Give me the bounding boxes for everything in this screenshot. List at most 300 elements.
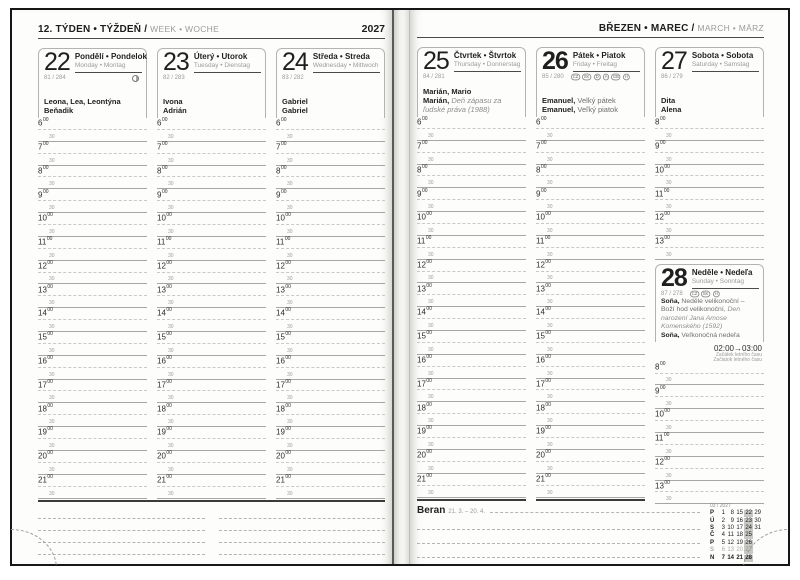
- hour-line: [276, 142, 385, 154]
- hour-superscript: 00: [659, 140, 666, 147]
- day-number: 25: [423, 47, 449, 75]
- name-day-line: [661, 105, 759, 114]
- week-title: 12. TÝDEN • TÝŽDEŇ /: [38, 24, 151, 35]
- half-hour-line: [157, 391, 266, 403]
- name-day-text: Beňadik: [44, 105, 74, 115]
- hour-line: [38, 237, 147, 249]
- half-hour-label: 30: [428, 204, 434, 211]
- hour-superscript: 00: [664, 456, 670, 463]
- mini-calendar-date: 14: [727, 554, 734, 561]
- half-hour-label: 30: [428, 418, 434, 425]
- half-hour-line: [655, 153, 764, 165]
- mini-calendar-date: 23: [745, 517, 752, 524]
- hour-superscript: 00: [426, 282, 432, 289]
- mini-calendar-date: 12: [727, 539, 734, 546]
- half-hour-line: [536, 343, 645, 355]
- half-hour-line: [655, 421, 764, 433]
- half-hour-line: [417, 295, 526, 307]
- day-name-translation: Friday • Freitag: [572, 61, 617, 68]
- hour-label: $14^{00}$: [536, 306, 551, 318]
- half-hour-label: 30: [666, 180, 672, 187]
- hour-schedule: [655, 117, 764, 260]
- hour-label: $10^{00}$: [655, 163, 670, 175]
- hour-line: [276, 166, 385, 178]
- country-badge: CZ: [572, 74, 579, 80]
- hour-superscript: 00: [545, 330, 551, 337]
- hour-superscript: 00: [421, 116, 428, 123]
- hour-label: $15^{00}$: [157, 331, 172, 342]
- half-hour-line: [536, 319, 645, 331]
- hour-superscript: 00: [540, 163, 547, 170]
- half-hour-line: [536, 462, 645, 474]
- half-hour-line: [417, 462, 526, 474]
- hour-line: [157, 284, 266, 296]
- hour-line: [276, 118, 385, 130]
- hour-superscript: 00: [47, 212, 53, 219]
- hour-label: $12^{00}$: [655, 211, 670, 223]
- hour-line: [536, 402, 645, 414]
- hour-line: [157, 261, 266, 273]
- half-hour-line: [655, 397, 764, 409]
- name-day-lines: [163, 97, 261, 116]
- half-hour-line: [417, 176, 526, 188]
- hour-superscript: 00: [421, 187, 428, 194]
- hour-superscript: 00: [166, 259, 172, 266]
- half-hour-line: [276, 439, 385, 451]
- half-hour-label: 30: [666, 156, 672, 163]
- hour-superscript: 00: [664, 163, 670, 170]
- planner-spread: [10, 8, 790, 566]
- hour-label: $21^{00}$: [536, 472, 551, 484]
- hour-line: [157, 451, 266, 463]
- holiday-country-badges: [571, 73, 631, 81]
- hour-label: $17^{00}$: [157, 378, 172, 390]
- hour-line: [536, 379, 645, 391]
- half-hour-line: [157, 487, 266, 499]
- half-hour-line: [38, 368, 147, 380]
- left-day-columns: [38, 48, 385, 499]
- right-day-columns: [417, 47, 764, 504]
- name-day-line: [423, 96, 521, 114]
- hour-label: $20^{00}$: [157, 450, 172, 461]
- mini-calendar-date: 30: [754, 517, 761, 524]
- half-hour-label: 30: [168, 490, 174, 497]
- hour-line: [38, 284, 147, 296]
- day-number: 28: [661, 263, 687, 292]
- hour-superscript: 00: [285, 331, 291, 338]
- hour-label: $21^{00}$: [157, 473, 172, 485]
- daylight-saving-note: [655, 342, 764, 362]
- mini-calendar-day-letter: Ú: [710, 517, 715, 524]
- hour-superscript: 00: [285, 283, 291, 290]
- hour-line: [276, 332, 385, 344]
- name-day-text: Deň zápasu za ľudské práva (1988): [423, 95, 502, 114]
- half-hour-line: [536, 224, 645, 236]
- half-hour-line: [417, 224, 526, 236]
- name-day-text: Soňa,: [661, 331, 680, 339]
- hour-line: [536, 212, 645, 224]
- hour-label: $13^{00}$: [655, 479, 670, 491]
- mini-calendar-date: 18: [736, 532, 743, 539]
- note-line: [219, 507, 386, 519]
- hour-line: [417, 474, 526, 486]
- day-of-year: 86 / 279: [661, 74, 683, 80]
- hour-label: $6^{00}$: [417, 116, 428, 127]
- half-hour-line: [157, 415, 266, 427]
- day-titles: [692, 268, 759, 289]
- half-hour-line: [276, 391, 385, 403]
- half-hour-line: [276, 344, 385, 356]
- hour-superscript: 00: [426, 377, 432, 384]
- half-hour-label: 30: [168, 157, 174, 164]
- mini-calendar-header: 03 / 2027: [710, 503, 731, 509]
- half-hour-label: 30: [287, 228, 293, 235]
- half-hour-line: [655, 469, 764, 481]
- half-hour-line: [655, 248, 764, 260]
- half-hour-line: [38, 415, 147, 427]
- hour-line: [417, 165, 526, 177]
- half-hour-label: 30: [547, 204, 553, 211]
- name-day-line: [163, 97, 261, 106]
- mini-calendar-date: 6: [721, 547, 725, 554]
- half-hour-label: 30: [428, 441, 434, 448]
- hour-label: $8^{00}$: [655, 116, 666, 127]
- name-day-text: Emanuel,: [542, 104, 576, 114]
- half-hour-label: 30: [287, 419, 293, 426]
- half-hour-line: [157, 344, 266, 356]
- hour-label: $18^{00}$: [417, 401, 432, 413]
- hour-label: $8^{00}$: [157, 164, 168, 176]
- hour-label: $13^{00}$: [655, 235, 670, 246]
- hour-line: [655, 457, 764, 469]
- half-hour-line: [38, 249, 147, 261]
- half-hour-line: [655, 445, 764, 457]
- half-hour-line: [38, 320, 147, 332]
- mini-calendar-date: 15: [736, 510, 743, 517]
- hour-line: [157, 356, 266, 368]
- day-name-translation: Tuesday • Dienstag: [193, 62, 251, 69]
- day-column-24: [276, 48, 385, 499]
- name-day-text: Adrián: [163, 105, 187, 115]
- hour-label: $11^{00}$: [655, 187, 670, 199]
- hour-line: [655, 385, 764, 397]
- half-hour-label: 30: [168, 395, 174, 402]
- name-day-text: Dita: [661, 95, 676, 105]
- hour-label: $19^{00}$: [157, 426, 172, 438]
- half-hour-line: [655, 224, 764, 236]
- hour-line: [655, 409, 764, 421]
- page-curl-icon: [741, 529, 789, 565]
- hour-line: [157, 142, 266, 154]
- half-hour-line: [276, 249, 385, 261]
- hour-schedule: [276, 118, 385, 499]
- half-hour-label: 30: [666, 251, 672, 258]
- hour-label: $10^{00}$: [417, 211, 432, 223]
- half-hour-line: [276, 296, 385, 308]
- half-hour-label: 30: [287, 442, 293, 449]
- hour-label: $18^{00}$: [157, 402, 172, 414]
- name-day-text: Alena: [661, 104, 682, 114]
- holiday-country-badges: [690, 290, 721, 298]
- half-hour-line: [417, 414, 526, 426]
- half-hour-label: 30: [428, 370, 434, 377]
- day-titles: [194, 52, 261, 73]
- half-hour-line: [38, 201, 147, 213]
- half-hour-label: 30: [49, 276, 55, 283]
- hour-label: $20^{00}$: [38, 450, 53, 461]
- hour-label: $21^{00}$: [38, 473, 53, 485]
- hour-line: [536, 450, 645, 462]
- hour-superscript: 00: [545, 211, 551, 218]
- day-titles: [692, 51, 759, 72]
- hour-label: $19^{00}$: [276, 426, 291, 438]
- day-number: 24: [282, 48, 308, 76]
- hour-superscript: 00: [161, 188, 168, 195]
- mini-calendar-day-letter: N: [710, 554, 715, 561]
- day-header-box-23: [157, 48, 266, 118]
- hour-line: [38, 380, 147, 392]
- half-hour-line: [157, 154, 266, 166]
- hour-label: $16^{00}$: [38, 355, 53, 366]
- day-meta-row: [542, 73, 640, 81]
- note-line: [417, 530, 700, 544]
- half-hour-line: [417, 248, 526, 260]
- half-hour-line: [157, 225, 266, 237]
- name-day-text: Ivona: [163, 96, 183, 106]
- name-day-line: [542, 96, 640, 105]
- half-hour-label: 30: [287, 205, 293, 212]
- hour-label: $21^{00}$: [417, 472, 432, 484]
- half-hour-label: 30: [547, 227, 553, 234]
- name-day-lines: [661, 96, 759, 115]
- day-head: [282, 48, 380, 76]
- half-hour-label: 30: [666, 227, 672, 234]
- hour-line: [276, 380, 385, 392]
- half-hour-line: [38, 130, 147, 142]
- hour-label: $10^{00}$: [536, 211, 551, 223]
- name-day-lines: [661, 298, 759, 341]
- hour-superscript: 00: [47, 307, 53, 314]
- mini-calendar-day-letter: Č: [710, 532, 715, 539]
- name-day-lines: [423, 87, 521, 115]
- half-hour-line: [38, 225, 147, 237]
- name-day-text: Velký pátek: [575, 95, 616, 105]
- half-hour-label: 30: [49, 157, 55, 164]
- note-line: [38, 543, 205, 555]
- hour-superscript: 00: [285, 450, 291, 457]
- hour-superscript: 00: [426, 330, 432, 337]
- day-name-label: Čtvrtek • Štvrtok: [453, 51, 517, 60]
- hour-line: [655, 141, 764, 153]
- half-hour-line: [38, 177, 147, 189]
- hour-superscript: 00: [659, 384, 666, 391]
- day-of-year: 87 / 278: [661, 290, 683, 297]
- hour-line: [536, 165, 645, 177]
- hour-label: $12^{00}$: [157, 259, 172, 271]
- binding-gutter: [392, 10, 410, 564]
- half-hour-line: [536, 295, 645, 307]
- half-hour-label: 30: [49, 371, 55, 378]
- hour-label: $19^{00}$: [536, 425, 551, 437]
- name-day-line: [661, 332, 759, 340]
- hour-superscript: 00: [166, 212, 172, 219]
- hour-label: $18^{00}$: [38, 402, 53, 414]
- day-name-label: Středa • Streda: [312, 52, 370, 61]
- day-header-box-25: [417, 47, 526, 117]
- half-hour-line: [655, 200, 764, 212]
- hour-label: $15^{00}$: [38, 331, 53, 342]
- hour-superscript: 00: [545, 472, 551, 479]
- half-hour-label: 30: [168, 419, 174, 426]
- hour-label: $20^{00}$: [417, 449, 432, 460]
- half-hour-line: [276, 130, 385, 142]
- hour-line: [38, 427, 147, 439]
- hour-label: $10^{00}$: [157, 212, 172, 224]
- country-badge: H: [714, 291, 718, 297]
- half-hour-line: [417, 438, 526, 450]
- half-hour-label: 30: [666, 401, 672, 408]
- hour-line: [38, 475, 147, 487]
- hour-superscript: 00: [47, 331, 53, 338]
- day-name-label: Neděle • Nedeľa: [691, 267, 753, 277]
- half-hour-label: 30: [49, 133, 55, 140]
- hour-label: $20^{00}$: [276, 450, 291, 461]
- mini-calendar-date: 10: [727, 524, 734, 531]
- hour-label: $7^{00}$: [536, 140, 547, 151]
- half-hour-label: 30: [547, 489, 553, 496]
- hour-superscript: 00: [285, 307, 291, 314]
- hour-line: [157, 237, 266, 249]
- half-hour-line: [38, 344, 147, 356]
- day-head: [423, 47, 521, 75]
- hour-label: $17^{00}$: [38, 378, 53, 390]
- half-hour-line: [38, 296, 147, 308]
- hour-label: $12^{00}$: [276, 259, 291, 271]
- hour-label: $7^{00}$: [276, 141, 287, 152]
- hour-label: $16^{00}$: [276, 355, 291, 366]
- hour-line: [157, 118, 266, 130]
- country-badge: A: [604, 74, 608, 80]
- hour-superscript: 00: [280, 188, 287, 195]
- half-hour-label: 30: [168, 181, 174, 188]
- mini-calendar-day-letter: S: [710, 547, 715, 554]
- half-hour-label: 30: [547, 346, 553, 353]
- zodiac-row: [417, 505, 700, 516]
- hour-line: [157, 427, 266, 439]
- half-hour-label: 30: [49, 490, 55, 497]
- day-column-23: [157, 48, 266, 499]
- day-column-25: [417, 47, 526, 504]
- name-day-lines: [282, 97, 380, 116]
- country-badge: CZ: [691, 291, 698, 297]
- zodiac-notes-area: [417, 501, 700, 559]
- half-hour-label: 30: [287, 490, 293, 497]
- hour-superscript: 00: [280, 141, 287, 148]
- name-day-line: [163, 106, 261, 115]
- half-hour-label: 30: [428, 465, 434, 472]
- half-hour-label: 30: [547, 441, 553, 448]
- day-column-22: [38, 48, 147, 499]
- notes-column: [219, 507, 386, 555]
- mini-calendar-row: [710, 510, 764, 517]
- day-meta-row: [44, 74, 142, 82]
- month-header: [417, 23, 764, 38]
- hour-superscript: 00: [46, 236, 53, 243]
- hour-line: [276, 403, 385, 415]
- half-hour-label: 30: [428, 489, 434, 496]
- hour-label: $13^{00}$: [276, 283, 291, 295]
- mini-calendar-day-letter: P: [710, 510, 715, 517]
- time-change-hours: 02:00→03:00: [713, 343, 762, 353]
- week-header: [38, 23, 385, 39]
- moon-phase-icon: [132, 75, 139, 82]
- hour-line: [536, 141, 645, 153]
- hour-line: [417, 355, 526, 367]
- half-hour-line: [276, 177, 385, 189]
- hour-line: [655, 165, 764, 177]
- day-head: [661, 47, 759, 75]
- hour-superscript: 00: [166, 331, 172, 338]
- hour-superscript: 00: [426, 401, 432, 408]
- hour-label: $8^{00}$: [417, 163, 428, 175]
- name-day-text: Gabriel: [282, 96, 308, 106]
- hour-line: [276, 356, 385, 368]
- half-hour-line: [38, 273, 147, 285]
- hour-line: [417, 260, 526, 272]
- hour-label: $13^{00}$: [157, 283, 172, 295]
- half-hour-line: [276, 487, 385, 499]
- mini-calendar-date: 27: [745, 547, 752, 554]
- day-titles: [573, 51, 640, 72]
- hour-superscript: 00: [165, 236, 172, 243]
- hour-label: $16^{00}$: [536, 354, 551, 365]
- hour-label: $20^{00}$: [536, 449, 551, 460]
- hour-label: $8^{00}$: [276, 164, 287, 176]
- half-hour-line: [417, 319, 526, 331]
- half-hour-label: 30: [287, 324, 293, 331]
- day-of-year: 85 / 280: [542, 74, 564, 80]
- half-hour-line: [157, 177, 266, 189]
- half-hour-label: 30: [547, 465, 553, 472]
- hour-line: [157, 308, 266, 320]
- mini-calendar-row: [710, 517, 764, 524]
- hour-superscript: 00: [540, 116, 547, 123]
- half-hour-line: [536, 390, 645, 402]
- half-hour-label: 30: [547, 180, 553, 187]
- hour-superscript: 00: [426, 472, 432, 479]
- day-header-box-28: [655, 264, 764, 342]
- hour-line: [417, 117, 526, 129]
- hour-superscript: 00: [284, 236, 291, 243]
- name-day-text: Den narození Jana Amose Komenského (1592): [661, 306, 740, 331]
- day-titles: [454, 51, 521, 72]
- hour-line: [276, 261, 385, 273]
- mini-calendar-date: 19: [736, 539, 743, 546]
- hour-line: [38, 213, 147, 225]
- name-day-line: [282, 106, 380, 115]
- mini-calendar-date: 3: [721, 524, 725, 531]
- hour-superscript: 00: [540, 140, 547, 147]
- half-hour-line: [536, 129, 645, 141]
- mini-calendar-date: 2: [721, 517, 725, 524]
- half-hour-line: [276, 273, 385, 285]
- day-meta-row: [661, 73, 759, 81]
- mini-calendar-date: 1: [721, 510, 725, 517]
- hour-line: [276, 475, 385, 487]
- left-page: [12, 10, 392, 564]
- hour-label: $16^{00}$: [417, 354, 432, 365]
- hour-superscript: 00: [42, 141, 49, 148]
